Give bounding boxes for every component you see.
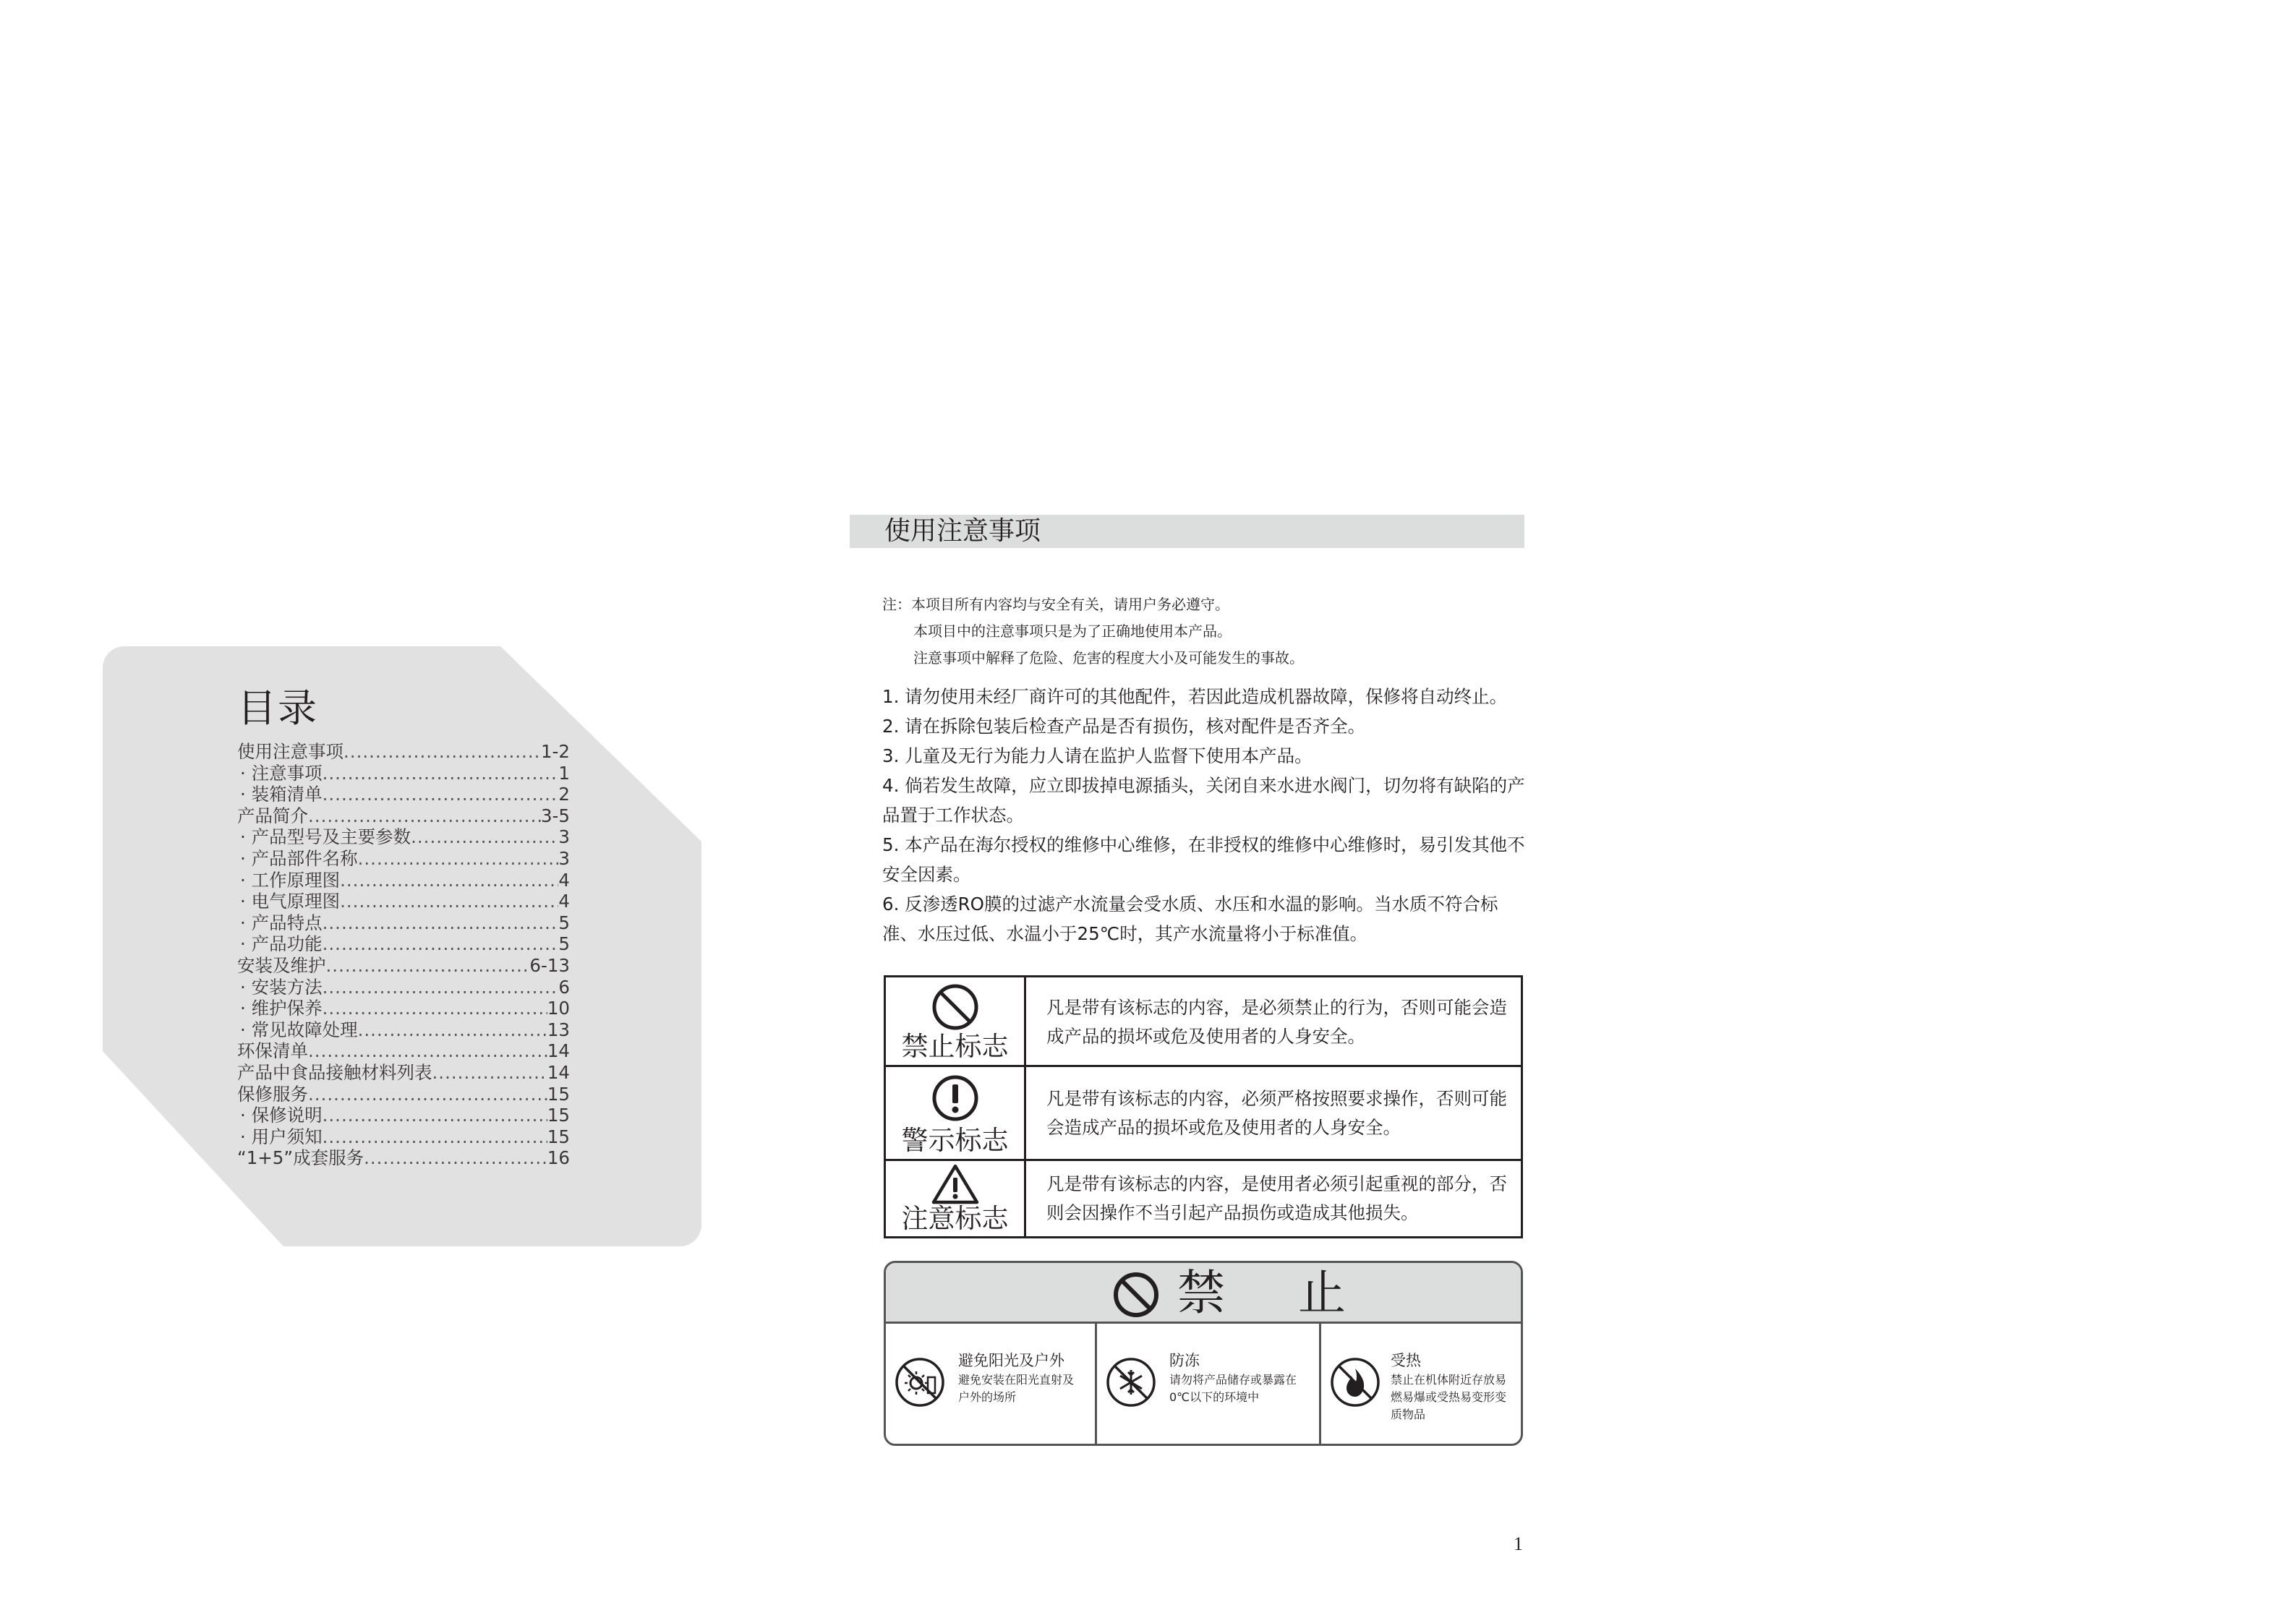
toc-leader-dots	[323, 1105, 547, 1126]
prohibit-cell-desc-line: 质物品	[1391, 1408, 1426, 1421]
prohibit-cell	[1321, 1324, 1521, 1444]
prohibit-cell-desc-line: 户外的场所	[958, 1390, 1017, 1404]
toc-entry[interactable]	[237, 870, 570, 891]
toc-entry[interactable]	[237, 1105, 570, 1126]
toc-entry[interactable]	[237, 741, 570, 763]
toc-entry[interactable]	[237, 891, 570, 912]
sign-desc-line: 凡是带有该标志的内容，必须严格按照要求操作，否则可能	[1046, 1088, 1507, 1109]
prohibit-cell	[886, 1324, 1097, 1444]
no-sunlight-icon	[895, 1357, 945, 1408]
note-line: 注：本项目所有内容均与安全有关，请用户务必遵守。	[882, 596, 1229, 613]
toc-leader-dots	[323, 977, 559, 998]
precaution-line: 准、水压过低、水温小于25℃时，其产水流量将小于标准值。	[882, 923, 1368, 944]
note-line: 注意事项中解释了危险、危害的程度大小及可能发生的事故。	[913, 649, 1304, 667]
prohibit-cell-desc-line: 请勿将产品储存或暴露在	[1169, 1373, 1297, 1387]
precaution-line: 2. 请在拆除包装后检查产品是否有损伤，核对配件是否齐全。	[882, 716, 1366, 737]
toc-entry[interactable]	[237, 784, 570, 805]
caution-triangle-icon	[931, 1164, 979, 1204]
prohibit-cell-desc	[1169, 1371, 1297, 1406]
toc-entry-label: · 装箱清单	[240, 784, 323, 805]
signs-table	[884, 975, 1523, 1238]
prohibit-cell	[1097, 1324, 1321, 1444]
toc-leader-dots	[323, 998, 547, 1019]
toc-leader-dots	[432, 1062, 547, 1084]
no-freeze-icon	[1106, 1357, 1156, 1408]
toc-entry[interactable]	[237, 1147, 570, 1169]
toc-leader-dots	[323, 784, 559, 805]
toc-title: 目录	[237, 685, 318, 731]
sign-row-prohibition	[886, 977, 1521, 1067]
toc-entry-label: · 用户须知	[240, 1126, 323, 1147]
toc-entry-page: 15	[547, 1105, 570, 1126]
toc-entry-page: 4	[558, 869, 570, 891]
prohibit-header	[886, 1263, 1521, 1324]
sign-name: 注意标志	[901, 1203, 1009, 1234]
toc-leader-dots	[308, 1084, 547, 1105]
sign-name: 警示标志	[901, 1125, 1009, 1156]
toc-entry-page: 10	[547, 998, 570, 1019]
toc-leader-dots	[358, 848, 559, 870]
toc-entry-page: 5	[558, 933, 570, 955]
toc-leader-dots	[340, 891, 558, 912]
toc-leader-dots	[323, 1126, 547, 1148]
section-title: 使用注意事项	[884, 516, 1041, 546]
toc-entry-label: · 产品型号及主要参数	[240, 826, 411, 848]
toc-entry-label: 保修服务	[237, 1083, 308, 1105]
toc-entry-page: 1	[558, 762, 570, 784]
toc-entry-page: 3-5	[540, 805, 570, 826]
prohibition-icon	[931, 983, 979, 1031]
prohibit-cell-desc-line: 0℃以下的环境中	[1169, 1390, 1260, 1404]
toc-entry-label: 使用注意事项	[237, 741, 343, 762]
toc-leader-dots	[340, 870, 558, 891]
prohibit-cell-desc-line: 避免安装在阳光直射及	[958, 1373, 1075, 1387]
toc-entry-label: 产品简介	[237, 805, 308, 826]
toc-entry[interactable]	[237, 826, 570, 848]
sign-cell-label	[886, 1161, 1026, 1236]
toc-entry[interactable]	[237, 933, 570, 955]
toc-leader-dots	[343, 741, 541, 763]
precaution-line: 1. 请勿使用未经厂商许可的其他配件，若因此造成机器故障，保修将自动终止。	[882, 686, 1508, 707]
prohibition-icon	[1113, 1272, 1159, 1318]
sign-desc-line: 凡是带有该标志的内容，是必须禁止的行为，否则可能会造	[1046, 997, 1507, 1018]
toc-entry-page: 6	[558, 976, 570, 998]
toc-entry[interactable]	[237, 977, 570, 998]
toc-entry[interactable]	[237, 955, 570, 977]
toc-leader-dots	[323, 912, 559, 934]
toc-entry-label: · 产品功能	[240, 933, 323, 955]
toc-entry[interactable]	[237, 1019, 570, 1041]
note-line: 本项目中的注意事项只是为了正确地使用本产品。	[913, 622, 1232, 640]
sign-cell-label	[886, 977, 1026, 1065]
precaution-line: 4. 倘若发生故障，应立即拔掉电源插头，关闭自来水进水阀门，切勿将有缺陷的产	[882, 775, 1525, 796]
toc-entry[interactable]	[237, 763, 570, 784]
toc-entry-label: · 注意事项	[240, 762, 323, 784]
precaution-line: 5. 本产品在海尔授权的维修中心维修，在非授权的维修中心维修时，易引发其他不	[882, 834, 1525, 855]
precaution-line: 安全因素。	[882, 864, 971, 885]
prohibit-title: 禁 止	[1177, 1265, 1375, 1321]
toc-entry[interactable]	[237, 1040, 570, 1062]
toc-entry-page: 2	[558, 784, 570, 805]
toc-leader-dots	[411, 826, 558, 848]
toc-leader-dots	[323, 763, 559, 784]
toc-entry-page: 4	[558, 891, 570, 912]
toc-entry[interactable]	[237, 1062, 570, 1084]
toc-entry-page: 3	[558, 826, 570, 848]
prohibit-box	[884, 1261, 1523, 1446]
prohibit-cell-desc-line: 燃易爆或受热易变形变	[1391, 1390, 1507, 1404]
toc-entry-page: 6-13	[529, 954, 570, 976]
toc-entry-label: · 常见故障处理	[240, 1019, 358, 1040]
toc-entry-label: · 安装方法	[240, 976, 323, 998]
prohibit-cell-desc	[1391, 1371, 1506, 1423]
precaution-line: 3. 儿童及无行为能力人请在监护人监督下使用本产品。	[882, 745, 1313, 766]
toc-entry[interactable]	[237, 848, 570, 870]
precaution-line: 6. 反渗透RO膜的过滤产水流量会受水质、水压和水温的影响。当水质不符合标	[882, 894, 1498, 915]
sign-name: 禁止标志	[901, 1031, 1009, 1062]
toc-entry-label: · 维护保养	[240, 998, 323, 1019]
toc-entry-label: · 工作原理图	[240, 869, 341, 891]
precaution-line: 品置于工作状态。	[882, 805, 1024, 826]
sign-desc-line: 会造成产品的损坏或危及使用者的人身安全。	[1046, 1117, 1401, 1138]
toc-entry[interactable]	[237, 805, 570, 827]
toc-entry-page: 13	[547, 1019, 570, 1040]
prohibit-cell-title: 防冻	[1169, 1352, 1200, 1369]
toc-entry-label: 安装及维护	[237, 954, 326, 976]
toc-entry[interactable]	[237, 1126, 570, 1148]
toc-entry-label: 产品中食品接触材料列表	[237, 1061, 432, 1083]
warning-exclamation-icon	[931, 1074, 979, 1122]
toc-entry-page: 14	[547, 1061, 570, 1083]
toc-entry[interactable]	[237, 1084, 570, 1105]
toc-entry-label: “1+5”成套服务	[237, 1147, 364, 1169]
toc-entry-label: · 保修说明	[240, 1105, 323, 1126]
toc-entry-page: 15	[547, 1083, 570, 1105]
toc-entry[interactable]	[237, 998, 570, 1019]
toc-entry-label: · 电气原理图	[240, 891, 341, 912]
sign-desc-line: 则会因操作不当引起产品损伤或造成其他损失。	[1046, 1202, 1419, 1223]
toc-leader-dots	[358, 1019, 547, 1041]
sign-desc-line: 凡是带有该标志的内容，是使用者必须引起重视的部分，否	[1046, 1173, 1507, 1194]
toc-entry-page: 5	[558, 912, 570, 933]
toc-entry-label: · 产品特点	[240, 912, 323, 933]
prohibit-cell-title: 避免阳光及户外	[958, 1352, 1064, 1369]
prohibit-cell-title: 受热	[1391, 1352, 1421, 1369]
toc-entry-page: 3	[558, 847, 570, 869]
sign-row-caution	[886, 1161, 1521, 1236]
page-number: 1	[1514, 1533, 1523, 1554]
toc-leader-dots	[308, 805, 541, 827]
toc-leader-dots	[308, 1040, 547, 1062]
sign-row-warning	[886, 1067, 1521, 1161]
toc-list	[237, 741, 570, 1169]
toc-entry-page: 15	[547, 1126, 570, 1147]
toc-leader-dots	[326, 955, 530, 977]
toc-entry[interactable]	[237, 912, 570, 934]
toc-entry-page: 14	[547, 1040, 570, 1062]
toc-entry-page: 16	[547, 1147, 570, 1169]
no-fire-icon	[1330, 1357, 1380, 1408]
toc-leader-dots	[364, 1147, 547, 1169]
sign-desc-line: 成产品的损坏或危及使用者的人身安全。	[1046, 1026, 1365, 1047]
toc-entry-page: 1-2	[540, 741, 570, 762]
sign-cell-label	[886, 1067, 1026, 1159]
prohibit-cell-desc	[958, 1371, 1074, 1406]
toc-entry-label: · 产品部件名称	[240, 847, 358, 869]
toc-leader-dots	[323, 933, 559, 955]
prohibit-cell-desc-line: 禁止在机体附近存放易	[1391, 1373, 1507, 1387]
toc-entry-label: 环保清单	[237, 1040, 308, 1062]
